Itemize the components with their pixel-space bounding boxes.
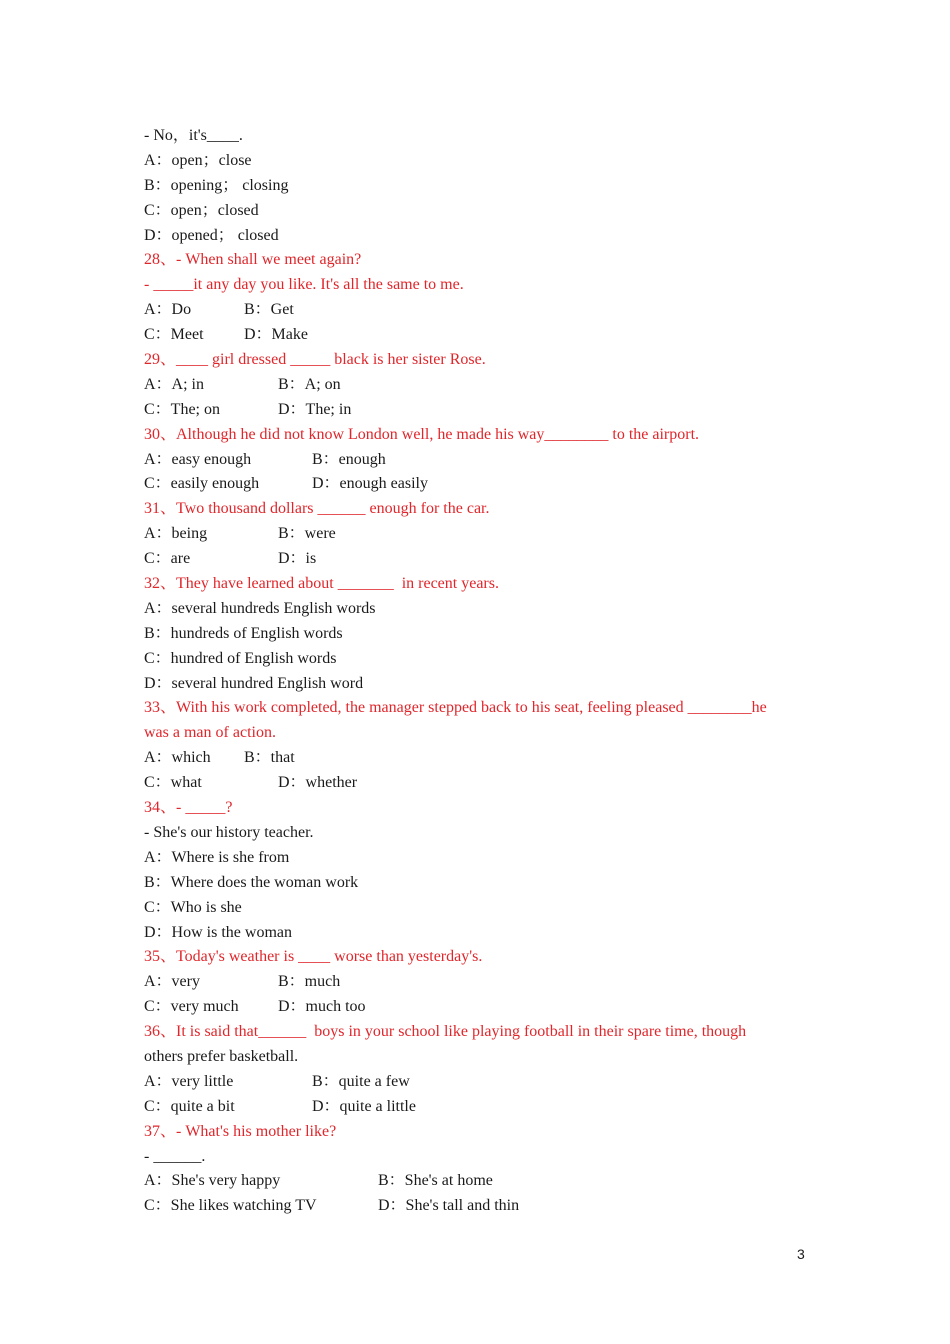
- option-c: C：open；closed: [144, 201, 259, 219]
- options-row: [144, 1095, 824, 1120]
- option-a: A：very little: [144, 1072, 234, 1090]
- option-d: D：whether: [278, 774, 358, 792]
- options-row: [144, 970, 824, 995]
- option-c: C：very much: [144, 998, 239, 1016]
- question-37-reply: - ______.: [144, 1147, 206, 1165]
- option-b: B：were: [278, 525, 336, 543]
- options-row: [144, 398, 824, 423]
- option-a: A：easy enough: [144, 450, 252, 468]
- question-33: 33、With his work completed, the manager stepped back to his seat, feeling pleased ________he: [144, 699, 767, 717]
- options-row: [144, 1169, 824, 1194]
- options-row: [144, 298, 824, 323]
- question-35: 35、Today's weather is ____ worse than yesterday's.: [144, 948, 483, 966]
- option-a: A：which: [144, 749, 211, 767]
- option-a: A：A; in: [144, 375, 205, 393]
- options-row: [144, 547, 824, 572]
- options-row: [144, 373, 824, 398]
- option-b: B：Where does the woman work: [144, 873, 359, 891]
- option-a: A：very: [144, 973, 200, 991]
- option-c: C：quite a bit: [144, 1097, 235, 1115]
- question-33-cont: was a man of action.: [144, 724, 276, 742]
- option-a: A：Where is she from: [144, 848, 290, 866]
- option-b: B：She's at home: [378, 1172, 493, 1190]
- option-a: A：She's very happy: [144, 1172, 281, 1190]
- question-37: 37、- What's his mother like?: [144, 1122, 337, 1140]
- question-34-reply: - She's our history teacher.: [144, 823, 314, 841]
- option-c: C：The; on: [144, 400, 220, 418]
- option-a: A：several hundreds English words: [144, 599, 376, 617]
- question-28: 28、- When shall we meet again?: [144, 251, 362, 269]
- question-32: 32、They have learned about _______ in recent years.: [144, 575, 499, 593]
- option-b: B：much: [278, 973, 341, 991]
- option-c: C：She likes watching TV: [144, 1197, 317, 1215]
- option-c: C：easily enough: [144, 475, 260, 493]
- option-d: D：several hundred English word: [144, 674, 364, 692]
- option-b: B：A; on: [278, 375, 341, 393]
- option-c: C：Meet: [144, 326, 204, 344]
- options-row: [144, 746, 824, 771]
- option-b: B：quite a few: [312, 1072, 410, 1090]
- options-row: [144, 995, 824, 1020]
- option-c: C：are: [144, 550, 191, 568]
- option-a: A：being: [144, 525, 208, 543]
- option-d: D：opened； closed: [144, 226, 279, 244]
- options-row: [144, 472, 824, 497]
- option-a: A：open；close: [144, 151, 252, 169]
- document-page: [144, 124, 824, 1219]
- answer-line: - No，it's____.: [144, 127, 243, 144]
- option-b: B：Get: [244, 301, 294, 319]
- option-d: D：is: [278, 550, 317, 568]
- option-c: C：hundred of English words: [144, 649, 337, 667]
- options-row: [144, 323, 824, 348]
- options-row: [144, 522, 824, 547]
- option-b: B：that: [244, 749, 295, 767]
- option-b: B：opening； closing: [144, 176, 289, 194]
- options-row: [144, 1070, 824, 1095]
- page-number: 3: [797, 1246, 805, 1262]
- option-d: D：The; in: [278, 400, 352, 418]
- question-36: 36、It is said that______ boys in your school like playing football in their spare time, though: [144, 1023, 747, 1041]
- question-30: 30、Although he did not know London well, he made his way________ to the airport.: [144, 425, 700, 443]
- question-36-cont: others prefer basketball.: [144, 1047, 299, 1065]
- option-d: D：How is the woman: [144, 923, 292, 941]
- option-d: D：Make: [244, 326, 308, 344]
- question-28-reply: - _____it any day you like. It's all the same to me.: [144, 276, 464, 294]
- option-a: A：Do: [144, 301, 192, 319]
- option-d: D：quite a little: [312, 1097, 416, 1115]
- question-34: 34、- _____?: [144, 799, 233, 817]
- option-d: D：enough easily: [312, 475, 428, 493]
- option-d: D：She's tall and thin: [378, 1197, 520, 1215]
- option-c: C：Who is she: [144, 898, 242, 916]
- options-row: [144, 771, 824, 796]
- option-b: B：hundreds of English words: [144, 624, 343, 642]
- option-b: B：enough: [312, 450, 386, 468]
- option-d: D：much too: [278, 998, 366, 1016]
- options-row: [144, 1194, 824, 1219]
- option-c: C：what: [144, 774, 202, 792]
- question-31: 31、Two thousand dollars ______ enough for the car.: [144, 500, 490, 518]
- options-row: [144, 448, 824, 473]
- question-29: 29、____ girl dressed _____ black is her sister Rose.: [144, 351, 486, 369]
